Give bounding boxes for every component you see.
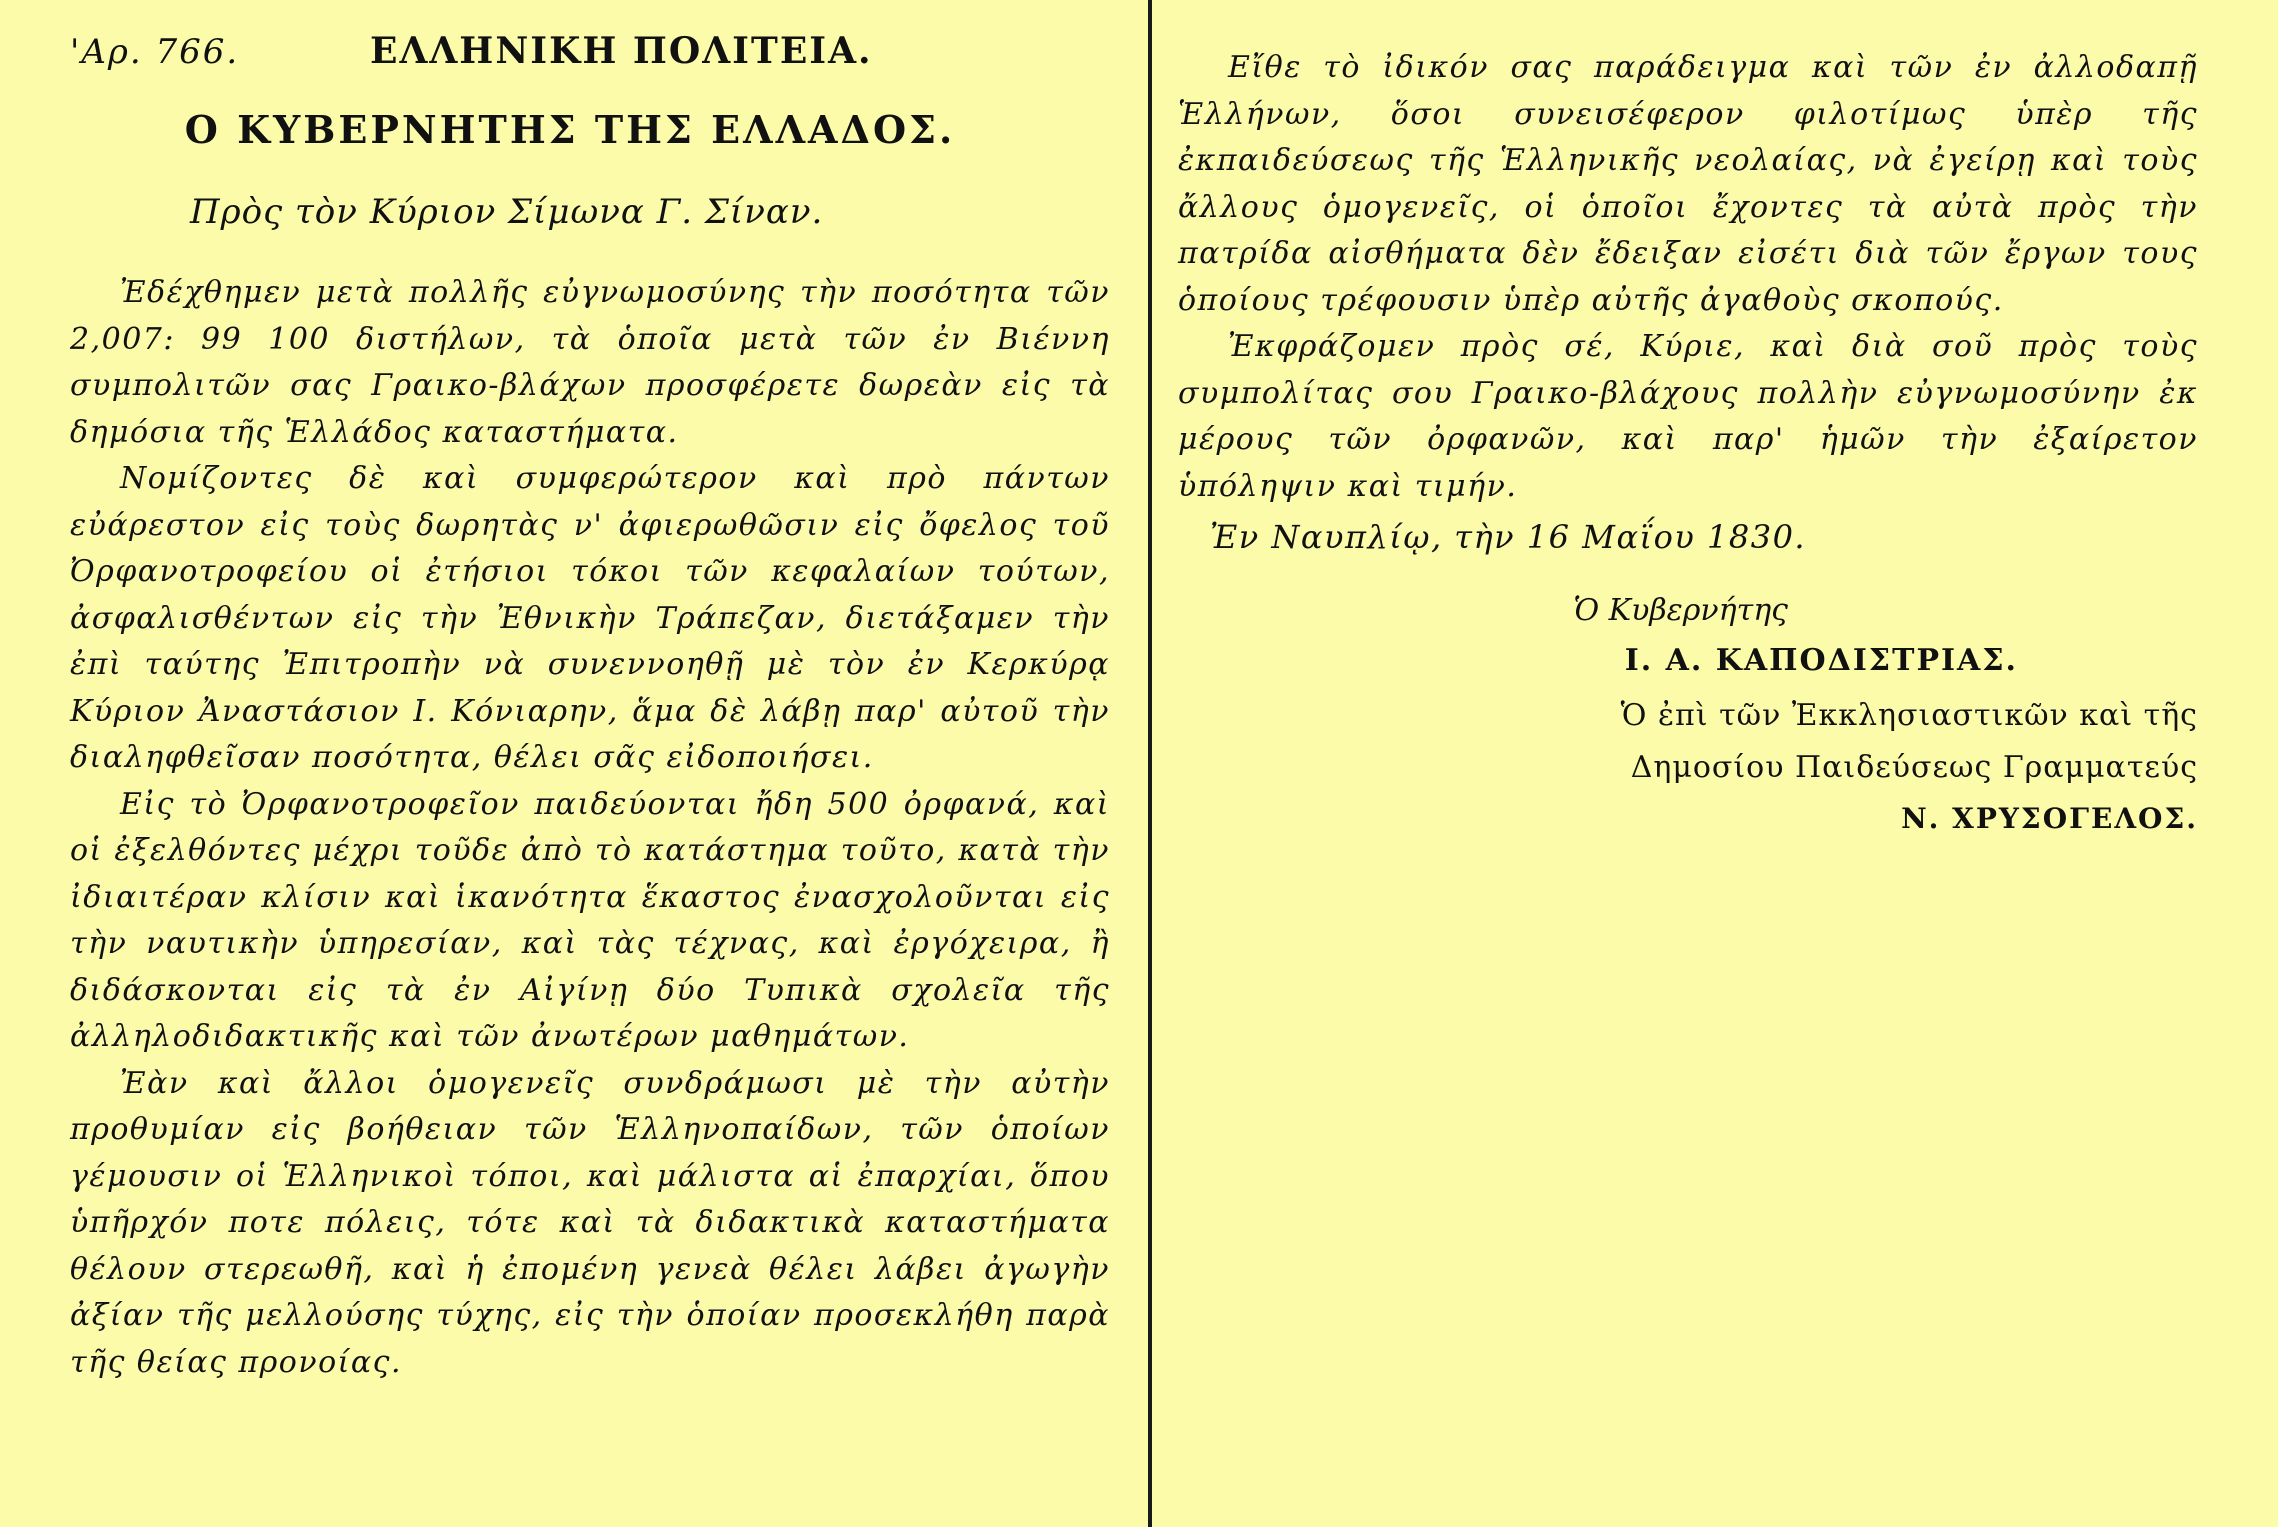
right-column — [1178, 45, 2198, 844]
column-divider — [1148, 0, 1152, 1527]
paragraph-3: Εἰς τὸ Ὀρφανοτροφεῖον παιδεύονται ἤδη 500 ὀρφανά, καὶ οἱ ἐξελθόντες μέχρι τοῦδε ἀπὸ τὸ κατάστημα τοῦτο, κατὰ τὴν ἰδιαιτέραν κλίσιν καὶ ἱκανότητα ἕκαστος ἐνασχολοῦνται εἰς τὴν ναυτικὴν ὑπηρεσίαν, καὶ τὰς τέχνας, καὶ ἐργόχειρα, ἢ διδάσκονται εἰς τὰ ἐν Αἰγίνῃ δύο Τυπικὰ σχολεῖα τῆς ἀλληλοδιδακτικῆς καὶ τῶν ἀνωτέρων μαθημάτων. — [70, 786, 1110, 1054]
issue-number: 'Αρ. 766. — [70, 32, 240, 72]
state-title: ΕΛΛΗΝΙΚΗ ΠΟΛΙΤΕΙΑ. — [370, 30, 873, 72]
paragraph-1: Ἐδέχθημεν μετὰ πολλῆς εὐγνωμοσύνης τὴν ποσότητα τῶν 2,007: 99 100 διστήλων, τὰ ὁποῖα μετὰ τῶν ἐν Βιέννη συμπολιτῶν σας Γραικο-βλάχων προσφέρετε δωρεὰν εἰς τὰ δημόσια τῆς Ἑλλάδος καταστήματα. — [70, 275, 1110, 450]
signature-governor-name: Ι. Α. ΚΑΠΟΔΙΣΤΡΙΑΣ. — [1624, 643, 2018, 678]
dateline: Ἐν Ναυπλίῳ, τὴν 16 Μαΐου 1830. — [1210, 518, 1807, 556]
paragraph-2: Νομίζοντες δὲ καὶ συμφερώτερον καὶ πρὸ πάντων εὐάρεστον εἰς τοὺς δωρητὰς ν' ἀφιερωθῶσιν εἰς ὄφελος τοῦ Ὀρφανοτροφείου οἱ ἐτήσιοι τόκοι τῶν κεφαλαίων τούτων, ἀσφαλισθέντων εἰς τὴν Ἐθνικὴν Τράπεζαν, διετάξαμεν τὴν ἐπὶ ταύτης Ἐπιτροπὴν νὰ συνεννοηθῇ μὲ τὸν ἐν Κερκύρᾳ Κύριον Ἀναστάσιον Ι. Κόνιαρην, ἅμα δὲ λάβῃ παρ' αὐτοῦ τὴν διαληφθεῖσαν ποσότητα, θέλει σᾶς εἰδοποιήσει. — [70, 461, 1110, 775]
signature-governor-title: Ὁ Κυβερνήτης — [1573, 593, 1788, 628]
signature-secretary-name: Ν. ΧΡΥΣΟΓΕΛΟΣ. — [1901, 802, 2198, 835]
signature-secretary-title-1: Ὁ ἐπὶ τῶν Ἐκκλησιαστικῶν καὶ τῆς — [1620, 698, 2198, 733]
paragraph-6: Ἐκφράζομεν πρὸς σέ, Κύριε, καὶ διὰ σοῦ πρὸς τοὺς συμπολίτας σου Γραικο-βλάχους πολλὴν εὐγνωμοσύνην ἐκ μέρους τῶν ὀρφανῶν, καὶ παρ' ἡμῶν τὴν ἐξαίρετον ὑπόληψιν καὶ τιμήν. — [1178, 329, 2198, 504]
paragraph-4: Ἐὰν καὶ ἄλλοι ὁμογενεῖς συνδράμωσι μὲ τὴν αὐτὴν προθυμίαν εἰς βοήθειαν τῶν Ἑλληνοπαίδων, τῶν ὁποίων γέμουσιν οἱ Ἑλληνικοὶ τόποι, καὶ μάλιστα αἱ ἐπαρχίαι, ὅπου ὑπῆρχόν ποτε πόλεις, τότε καὶ τὰ διδακτικὰ καταστήματα θέλουν στερεωθῆ, καὶ ἡ ἐπομένη γενεὰ θέλει λάβει ἀγωγὴν ἀξίαν τῆς μελλούσης τύχης, εἰς τὴν ὁποίαν προσεκλήθη παρὰ τῆς θείας προνοίας. — [70, 1065, 1110, 1380]
paragraph-5: Εἴθε τὸ ἰδικόν σας παράδειγμα καὶ τῶν ἐν ἀλλοδαπῇ Ἑλλήνων, ὅσοι συνεισέφερον φιλοτίμως ὑπὲρ τῆς ἐκπαιδεύσεως τῆς Ἑλληνικῆς νεολαίας, νὰ ἐγείρῃ καὶ τοὺς ἄλλους ὁμογενεῖς, οἱ ὁποῖοι ἔχοντες τὰ αὐτὰ πρὸς τὴν πατρίδα αἰσθήματα δὲν ἔδειξαν εἰσέτι διὰ τῶν ἔργων τους ὁποίους τρέφουσιν ὑπὲρ αὐτῆς ἀγαθοὺς σκοπούς. — [1178, 50, 2198, 318]
left-column — [70, 30, 1110, 1386]
header-line — [70, 30, 1110, 94]
governor-heading: Ο ΚΥΒΕΡΝΗΤΗΣ ΤΗΣ ΕΛΛΑΔΟΣ. — [184, 107, 956, 152]
signature-secretary-title-2: Δημοσίου Παιδεύσεως Γραμματεύς — [1630, 750, 2198, 785]
addressee-line: Πρὸς τὸν Κύριον Σίμωνα Γ. Σίναν. — [190, 192, 824, 232]
